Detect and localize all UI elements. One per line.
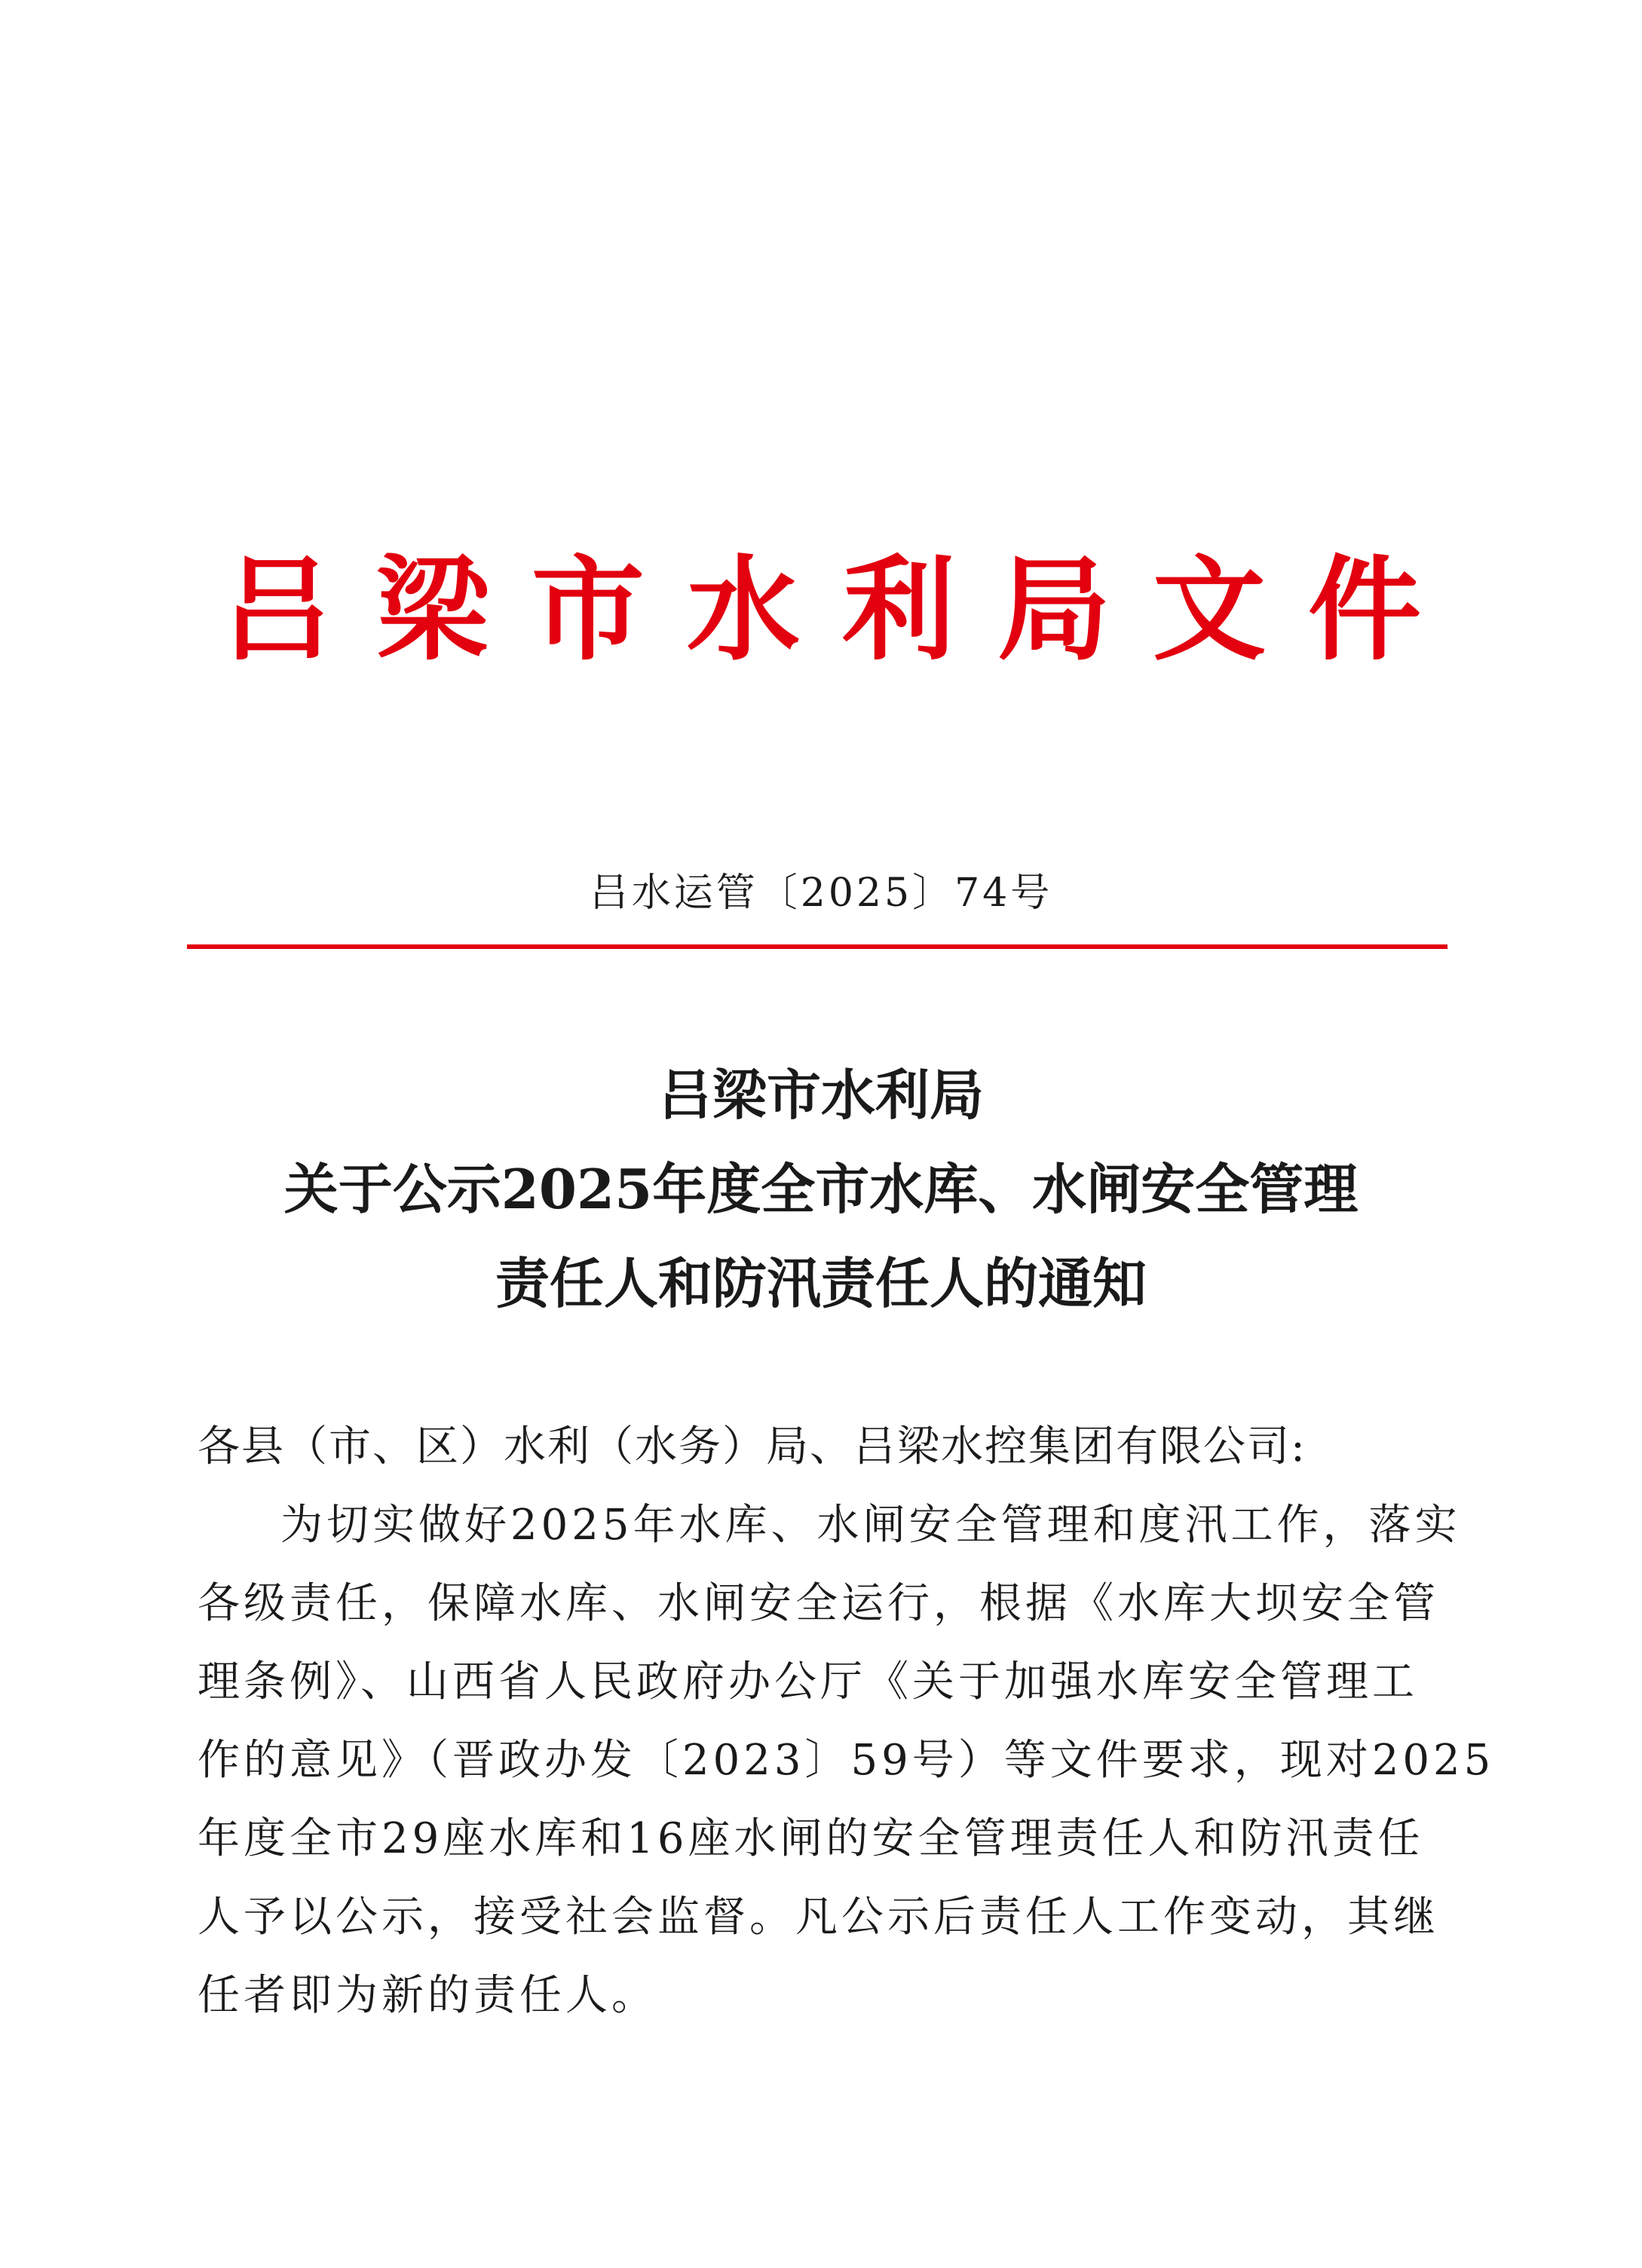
paragraph-line: 任者即为新的责任人。 <box>198 1971 657 2020</box>
title-line-3: 责任人和防汛责任人的通知 <box>495 1251 1147 1315</box>
paragraph-line: 作的意见》（晋政办发〔2023〕59号）等文件要求，现对2025 <box>198 1736 1495 1785</box>
paragraph-line: 年度全市29座水库和16座水闸的安全管理责任人和防汛责任 <box>198 1814 1424 1863</box>
title-line-1: 吕梁市水利局 <box>657 1063 984 1127</box>
title-line-2: 关于公示2025年度全市水库、水闸安全管理 <box>283 1157 1359 1221</box>
notice-body <box>198 1408 1495 2035</box>
red-divider <box>187 944 1447 949</box>
paragraph-line: 人予以公示，接受社会监督。凡公示后责任人工作变动，其继 <box>198 1893 1439 1942</box>
issuer-header: 吕梁市水利局文件 <box>220 545 1463 676</box>
paragraph-line: 为切实做好2025年水库、水闸安全管理和度汛工作，落实 <box>280 1501 1461 1550</box>
document-number: 吕水运管〔2025〕74号 <box>589 871 1053 916</box>
salutation: 各县（市、区）水利（水务）局、吕梁水控集团有限公司: <box>198 1422 1307 1471</box>
body-paragraph <box>198 1486 1495 2035</box>
paragraph-line: 理条例》、山西省人民政府办公厅《关于加强水库安全管理工 <box>198 1657 1418 1706</box>
paragraph-line: 各级责任，保障水库、水闸安全运行，根据《水库大坝安全管 <box>198 1579 1439 1628</box>
notice-title <box>0 1048 1642 1330</box>
